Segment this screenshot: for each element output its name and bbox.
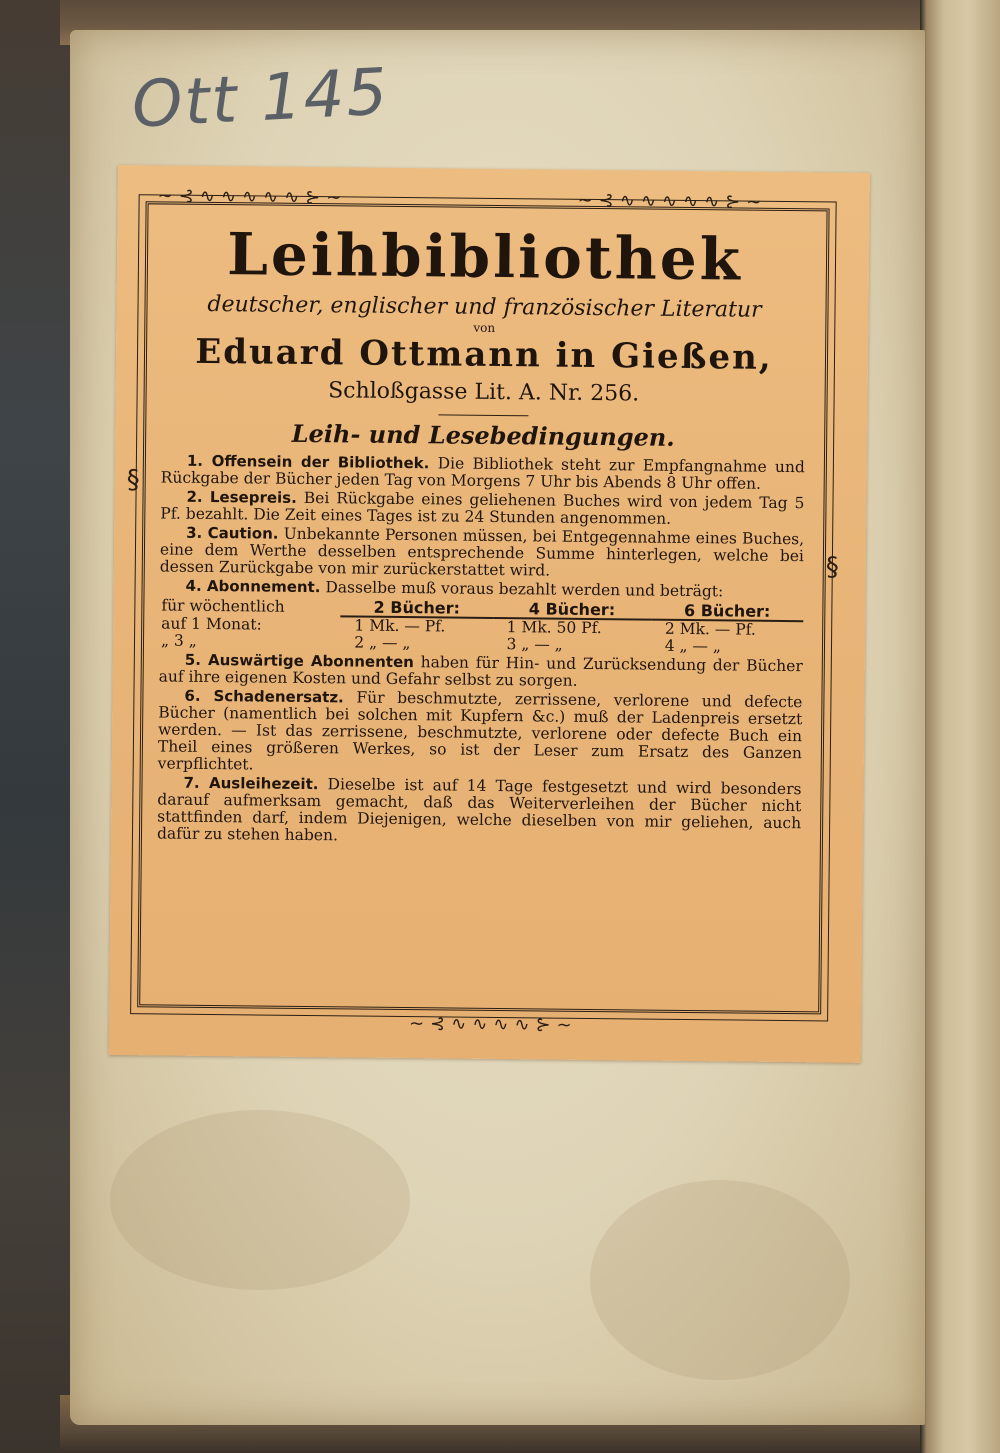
clause-text: Die Bibliothek steht zur Empfangnahme und Rückgabe der Bücher jeden Tag von Morgens 7 Uhr bis Abends 8 Uhr offen.: [160, 454, 805, 493]
label-subtitle: deutscher, englischer und französischer Literatur: [207, 291, 762, 323]
clause: [157, 774, 802, 849]
clause-title: 6. Schadenersatz.: [184, 686, 344, 707]
price-cell: 3 „ — „: [506, 635, 563, 654]
owner-address: Schloßgasse Lit. A. Nr. 256.: [328, 378, 640, 407]
ornament-top-left: ~⊰∿∿∿∿∿⊱~: [157, 185, 348, 209]
price-row-label: auf 1 Monat:: [161, 613, 262, 634]
clause: [160, 488, 804, 529]
conditions-heading: Leih- und Lesebedingungen.: [291, 418, 675, 452]
clause-text: haben für Hin- und Zurücksendung der Bücher auf ihre eigenen Kosten und Gefahr selbst zu sorgen.: [158, 653, 803, 690]
clause: [158, 687, 803, 779]
owner-name: Eduard Ottmann in Gießen,: [195, 331, 773, 378]
clause-title: 2. Lesepreis.: [186, 487, 297, 507]
ornament-bottom: ~⊰∿∿∿∿⊱~: [408, 1013, 578, 1036]
conditions-list: [151, 452, 811, 849]
clause-text: Für beschmutzte, zerrissene, verlorene und defecte Bücher (namentlich bei solchen mit Kupfern &c.) muß der Ladenpreis ersetzt werden. — Ist das zerrissene, beschmutzte, verlorene oder defecte Buch ein Theil eines größeren Werkes, so ist der Leser zum Ersatz des Ganzen verpflichtet.: [157, 688, 803, 774]
clause-title: 7. Ausleihezeit.: [183, 773, 319, 794]
clause: [159, 651, 803, 692]
clause-text: Dasselbe muß voraus bezahlt werden und beträgt:: [325, 578, 724, 601]
price-column-head: 2 Bücher:: [341, 598, 493, 618]
library-label: [109, 165, 870, 1063]
price-cell: 1 Mk. 50 Pf.: [506, 618, 602, 638]
clause-text: Unbekannte Personen müssen, bei Entgegennahme eines Buches, eine dem Werthe desselben entsprechende Summe hinterlegen, welche bei dessen Zurückgabe von mir zurückerstattet wird.: [159, 524, 805, 580]
clause-text: Dieselbe ist auf 14 Tage festgesetzt und wird besonders darauf aufmerksam gemacht, daß das Weiterverleihen der Bücher nicht stattfinden darf, indem Diejenigen, welche dieselben von mir geliehen, auch dafür zu stehen haben.: [156, 775, 802, 845]
price-cell: 2 „ — „: [354, 633, 411, 653]
label-content: [151, 215, 814, 851]
clause-text: Bei Rückgabe eines geliehenen Buches wird von jedem Tag 5 Pf. bezahlt. Die Zeit eines Tages ist zu 24 Stunden angenommen.: [160, 488, 805, 528]
price-column-head: 4 Bücher:: [493, 600, 651, 620]
paper-stain: [110, 1110, 410, 1290]
clause-title: 3. Caution.: [186, 523, 279, 543]
price-row-label-head: für wöchentlich: [161, 595, 285, 616]
price-cell: 4 „ — „: [664, 636, 722, 656]
clause-title: 1. Offensein der Bibliothek.: [186, 451, 430, 473]
price-cell: 2 Mk. — Pf.: [664, 619, 756, 639]
price-column-head: 6 Bücher:: [651, 602, 803, 622]
clause-title: 5. Auswärtige Abonnenten: [184, 650, 414, 672]
facing-page-edge: [920, 0, 1000, 1453]
handwritten-shelfmark: Ott 145: [130, 55, 391, 143]
clause: [160, 524, 804, 582]
clause: [161, 452, 805, 493]
price-row-label: „ 3 „: [160, 631, 197, 650]
price-cell: 1 Mk. — Pf.: [354, 616, 446, 636]
ornament-left: §: [126, 465, 140, 496]
ornament-right: §: [825, 552, 839, 583]
ornament-top-right: ~⊰∿∿∿∿∿⊱~: [577, 189, 768, 213]
label-title: Leihbibliothek: [226, 220, 744, 294]
price-table: [159, 596, 804, 656]
paper-stain: [590, 1180, 850, 1380]
divider: [438, 414, 528, 416]
label-von: von: [473, 320, 496, 335]
clause-title: 4. Abonnement.: [185, 576, 321, 597]
